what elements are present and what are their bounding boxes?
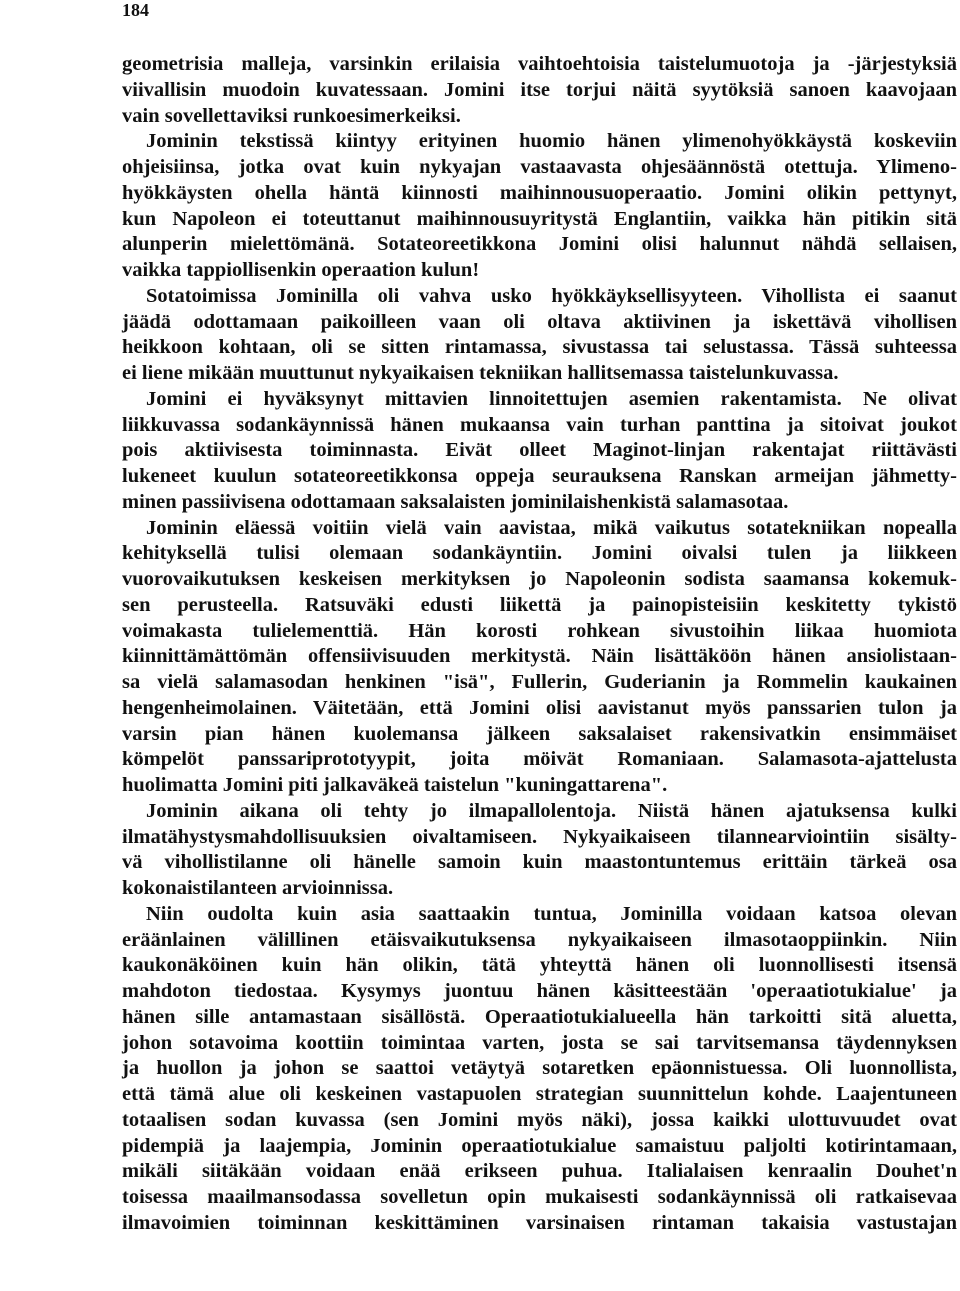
text-line: hyökkäysten ohella häntä kiinnosti maihinnousuoperaatio. Jomini olikin pettynyt, (122, 181, 957, 204)
text-line: kaukonäköinen kuin hän olikin, tätä yhteyttä hänen oli luonnollisesti itsensä (122, 954, 957, 977)
text-line: Jomini ei hyväksynyt mittavien linnoitettujen asemien rakentamista. Ne olivat (146, 387, 957, 410)
text-line: vuorovaikutuksen keskeisen merkityksen jo Napoleonin sodista saamansa kokemuk- (122, 568, 957, 590)
text-line: eräänlainen välillinen etäisvaikutuksensa nykyaikaiseen ilmasotaoppiinkin. Niin (122, 928, 957, 951)
page-number: 184 (122, 0, 149, 20)
text-line: mikäli siitäkään voidaan enää erikseen puhua. Italialaisen kenraalin Douhet'n (122, 1160, 957, 1183)
text-line: vain sovellettaviksi runkoesimerkeiksi. (122, 104, 461, 127)
text-line: minen passiivisena odottamaan saksalaisten jominilaishenkistä salamasotaa. (122, 490, 789, 513)
text-line: ohjeisiinsa, jotka ovat kuin nykyajan vastaavasta ohjesäännöstä otettuja. Ylimeno- (122, 156, 957, 178)
text-line: geometrisia malleja, varsinkin erilaisia vaihtoehtoisia taistelumuotoja ja -järjestyksiä (122, 53, 957, 75)
text-line: johon sotavoima koottiin toimintaa varten, josta se sai tarvitsemansa täydennyksen (122, 1031, 957, 1054)
text-line: Niin oudolta kuin asia saattaakin tuntua, Jominilla voidaan katsoa olevan (146, 902, 957, 925)
text-line: vä vihollistilanne oli hänelle samoin kuin maastontuntemus erittäin tärkeä osa (122, 851, 957, 874)
text-line: liikkuvassa sodankäynnissä hänen mukaansa vain turhan panttina ja sitoivat joukot (122, 413, 957, 436)
text-line: että tämä alue oli keskeinen vastapuolen strategian suunnittelun kohde. Laajentuneen (122, 1083, 957, 1105)
text-line: toisessa maailmansodassa sovelletun opin mukaisesti sodankäynnissä oli ratkaisevaa (122, 1186, 957, 1208)
text-line: voimakasta tulielementtiä. Hän korosti rohkean sivustoihin liikaa huomiota (122, 619, 957, 642)
text-line: jäädä odottamaan paikoilleen vaan oli oltava aktiivinen ja iskettävä vihollisen (122, 310, 957, 333)
text-line: hengenheimolainen. Väitetään, että Jomini olisi aavistanut myös panssarien tulon ja (122, 696, 957, 719)
text-line: Jominin aikana oli tehty jo ilmapallolentoja. Niistä hänen ajatuksensa kulki (146, 799, 957, 822)
text-line: totaalisen sodan kuvassa (sen Jomini myös näki), jossa kaikki ulottuvuudet ovat (122, 1108, 957, 1131)
text-line: ilmatähystysmahdollisuuksien oivaltamiseen. Nykyaikaiseen tilannearviointiin sisälty- (122, 825, 957, 848)
text-line: heikkoon kohtaan, oli se sitten rintamassa, sivustassa tai selustassa. Tässä suhteessa (122, 336, 957, 359)
text-line: mahdoton tiedostaa. Kysymys juontuu hänen käsitteestään 'operaatiotukialue' ja (122, 980, 957, 1002)
text-line: kehityksellä tulisi olemaan sodankäyntiin. Jomini oivalsi tulen ja liikkeen (122, 542, 957, 565)
text-line: Sotatoimissa Jominilla oli vahva usko hyökkäyksellisyyteen. Vihollista ei saanut (146, 284, 957, 307)
text-line: varsin pian hänen kuolemansa jälkeen saksalaiset rakensivatkin ensimmäiset (122, 722, 957, 745)
text-line: viivallisin muodoin kuvatessaan. Jomini itse torjui näitä syytöksiä sanoen kaavojaan (122, 78, 957, 101)
text-line: pois aktiivisesta toiminnasta. Eivät olleet Maginot-linjan rakentajat riittävästi (122, 439, 957, 462)
text-line: Jominin eläessä voitiin vielä vain aavistaa, mikä vaikutus sotatekniikan nopealla (146, 516, 957, 539)
text-line: hänen sille antamastaan sisällöstä. Operaatiotukialueella hän tarkoitti sitä aluetta, (122, 1005, 957, 1028)
text-line: ei liene mikään muuttunut nykyaikaisen tekniikan hallitsemassa taistelunkuvassa. (122, 362, 839, 384)
text-line: kömpelöt panssariprototyypit, joita möivät Romaniaan. Salamasota-ajattelusta (122, 748, 957, 771)
text-line: alunperin mielettömänä. Sotateoreetikkona Jomini olisi halunnut nähdä sellaisen, (122, 233, 957, 256)
text-line: pidempiä ja laajempia, Jominin operaatiotukialue samaistuu paljolti kotirintamaan, (122, 1134, 957, 1157)
text-line: huolimatta Jomini piti jalkaväkeä taistelun "kuningattarena". (122, 774, 668, 796)
text-line: ja huollon ja johon se saattoi vetäytyä sotaretken epäonnistuessa. Oli luonnollista, (122, 1057, 957, 1080)
text-line: vaikka tappiollisenkin operaation kulun! (122, 259, 480, 281)
text-line: sen perusteella. Ratsuväki edusti liikettä ja painopisteisiin keskitetty tykistö (122, 593, 957, 616)
text-line: lukeneet kuulun sotateoreetikkonsa oppeja seurauksena Ranskan armeijan jähmetty- (122, 465, 957, 487)
body-text (122, 52, 957, 1237)
text-line: kun Napoleon ei toteuttanut maihinnousuyritystä Englantiin, vaikka hän pitikin sitä (122, 207, 957, 230)
text-line: sa vielä salamasodan henkinen "isä", Fullerin, Guderianin ja Rommelin kaukainen (122, 671, 957, 693)
text-line: ilmavoimien toiminnan keskittäminen varsinaisen rintaman takaisia vastustajan (122, 1211, 957, 1234)
text-line: kokonaistilanteen arvioinnissa. (122, 877, 394, 899)
text-line: Jominin tekstissä kiintyy erityinen huomio hänen ylimenohyökkäystä koskeviin (146, 130, 957, 153)
text-line: kiinnittämättömän offensiivisuuden merkitystä. Näin lisättäköön hänen ansiolistaan- (122, 645, 957, 668)
